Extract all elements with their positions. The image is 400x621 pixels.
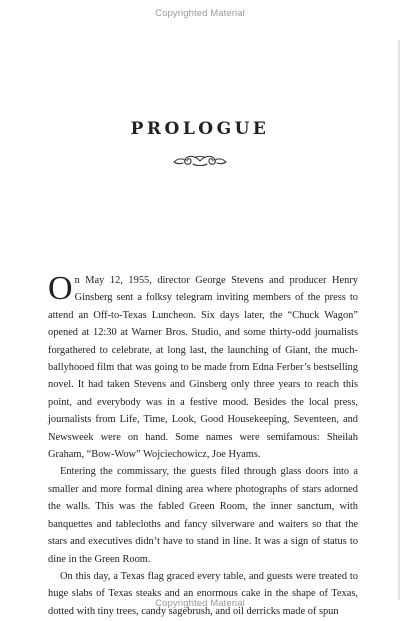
paragraph-2: Entering the commissary, the guests filed through glass doors into a smaller and more formal dining area where photographs of stars adorned the walls. This was the fabled Green Room, the inner sanctum, with banquettes and tablecloths and fancy silverware and waiters so that the stars and executives didn’t have to stand in line. It was a sign of status to dine in the Green Room. [48, 466, 358, 565]
scroll-flourish-icon [171, 152, 229, 170]
drop-cap-letter: O [48, 270, 73, 307]
copyright-watermark-bottom: Copyrighted Material [155, 598, 245, 609]
paragraph-1-text: n May 12, 1955, director George Stevens and producer Henry Ginsberg sent a folksy telegram inviting members of the press to attend an Off-to-Texas Luncheon. Six days later, the “Chuck Wagon” opened at 12:30 at Warner Bros. Studio, and some thirty-odd journalists forgathered to celebrate, at long last, the launching of Giant, the much-ballyhooed film that was going to be made from Edna Ferber’s bestselling novel. It had taken Stevens and Ginsberg only three years to reach this point, and everybody was in a festive mood. Besides the local press, journalists from Life, Time, Look, Good Housekeeping, Seventeen, and Newsweek were on hand. Some names were semifamous: Sheilah Graham, “Bow-Wow” Wojciechowicz, Joe Hyams. [48, 275, 358, 461]
paragraph-3: On this day, a Texas flag graced every table, and guests were treated to huge slabs of Texas steaks and an enormous cake in the shape of Texas, dotted with tiny trees, candy sagebrush, and oil derricks made of spun [48, 570, 358, 617]
paragraph-1 [48, 272, 358, 463]
prologue-body [48, 272, 358, 620]
chapter-title: PROLOGUE [130, 119, 270, 139]
copyright-watermark-top: Copyrighted Material [155, 8, 245, 19]
